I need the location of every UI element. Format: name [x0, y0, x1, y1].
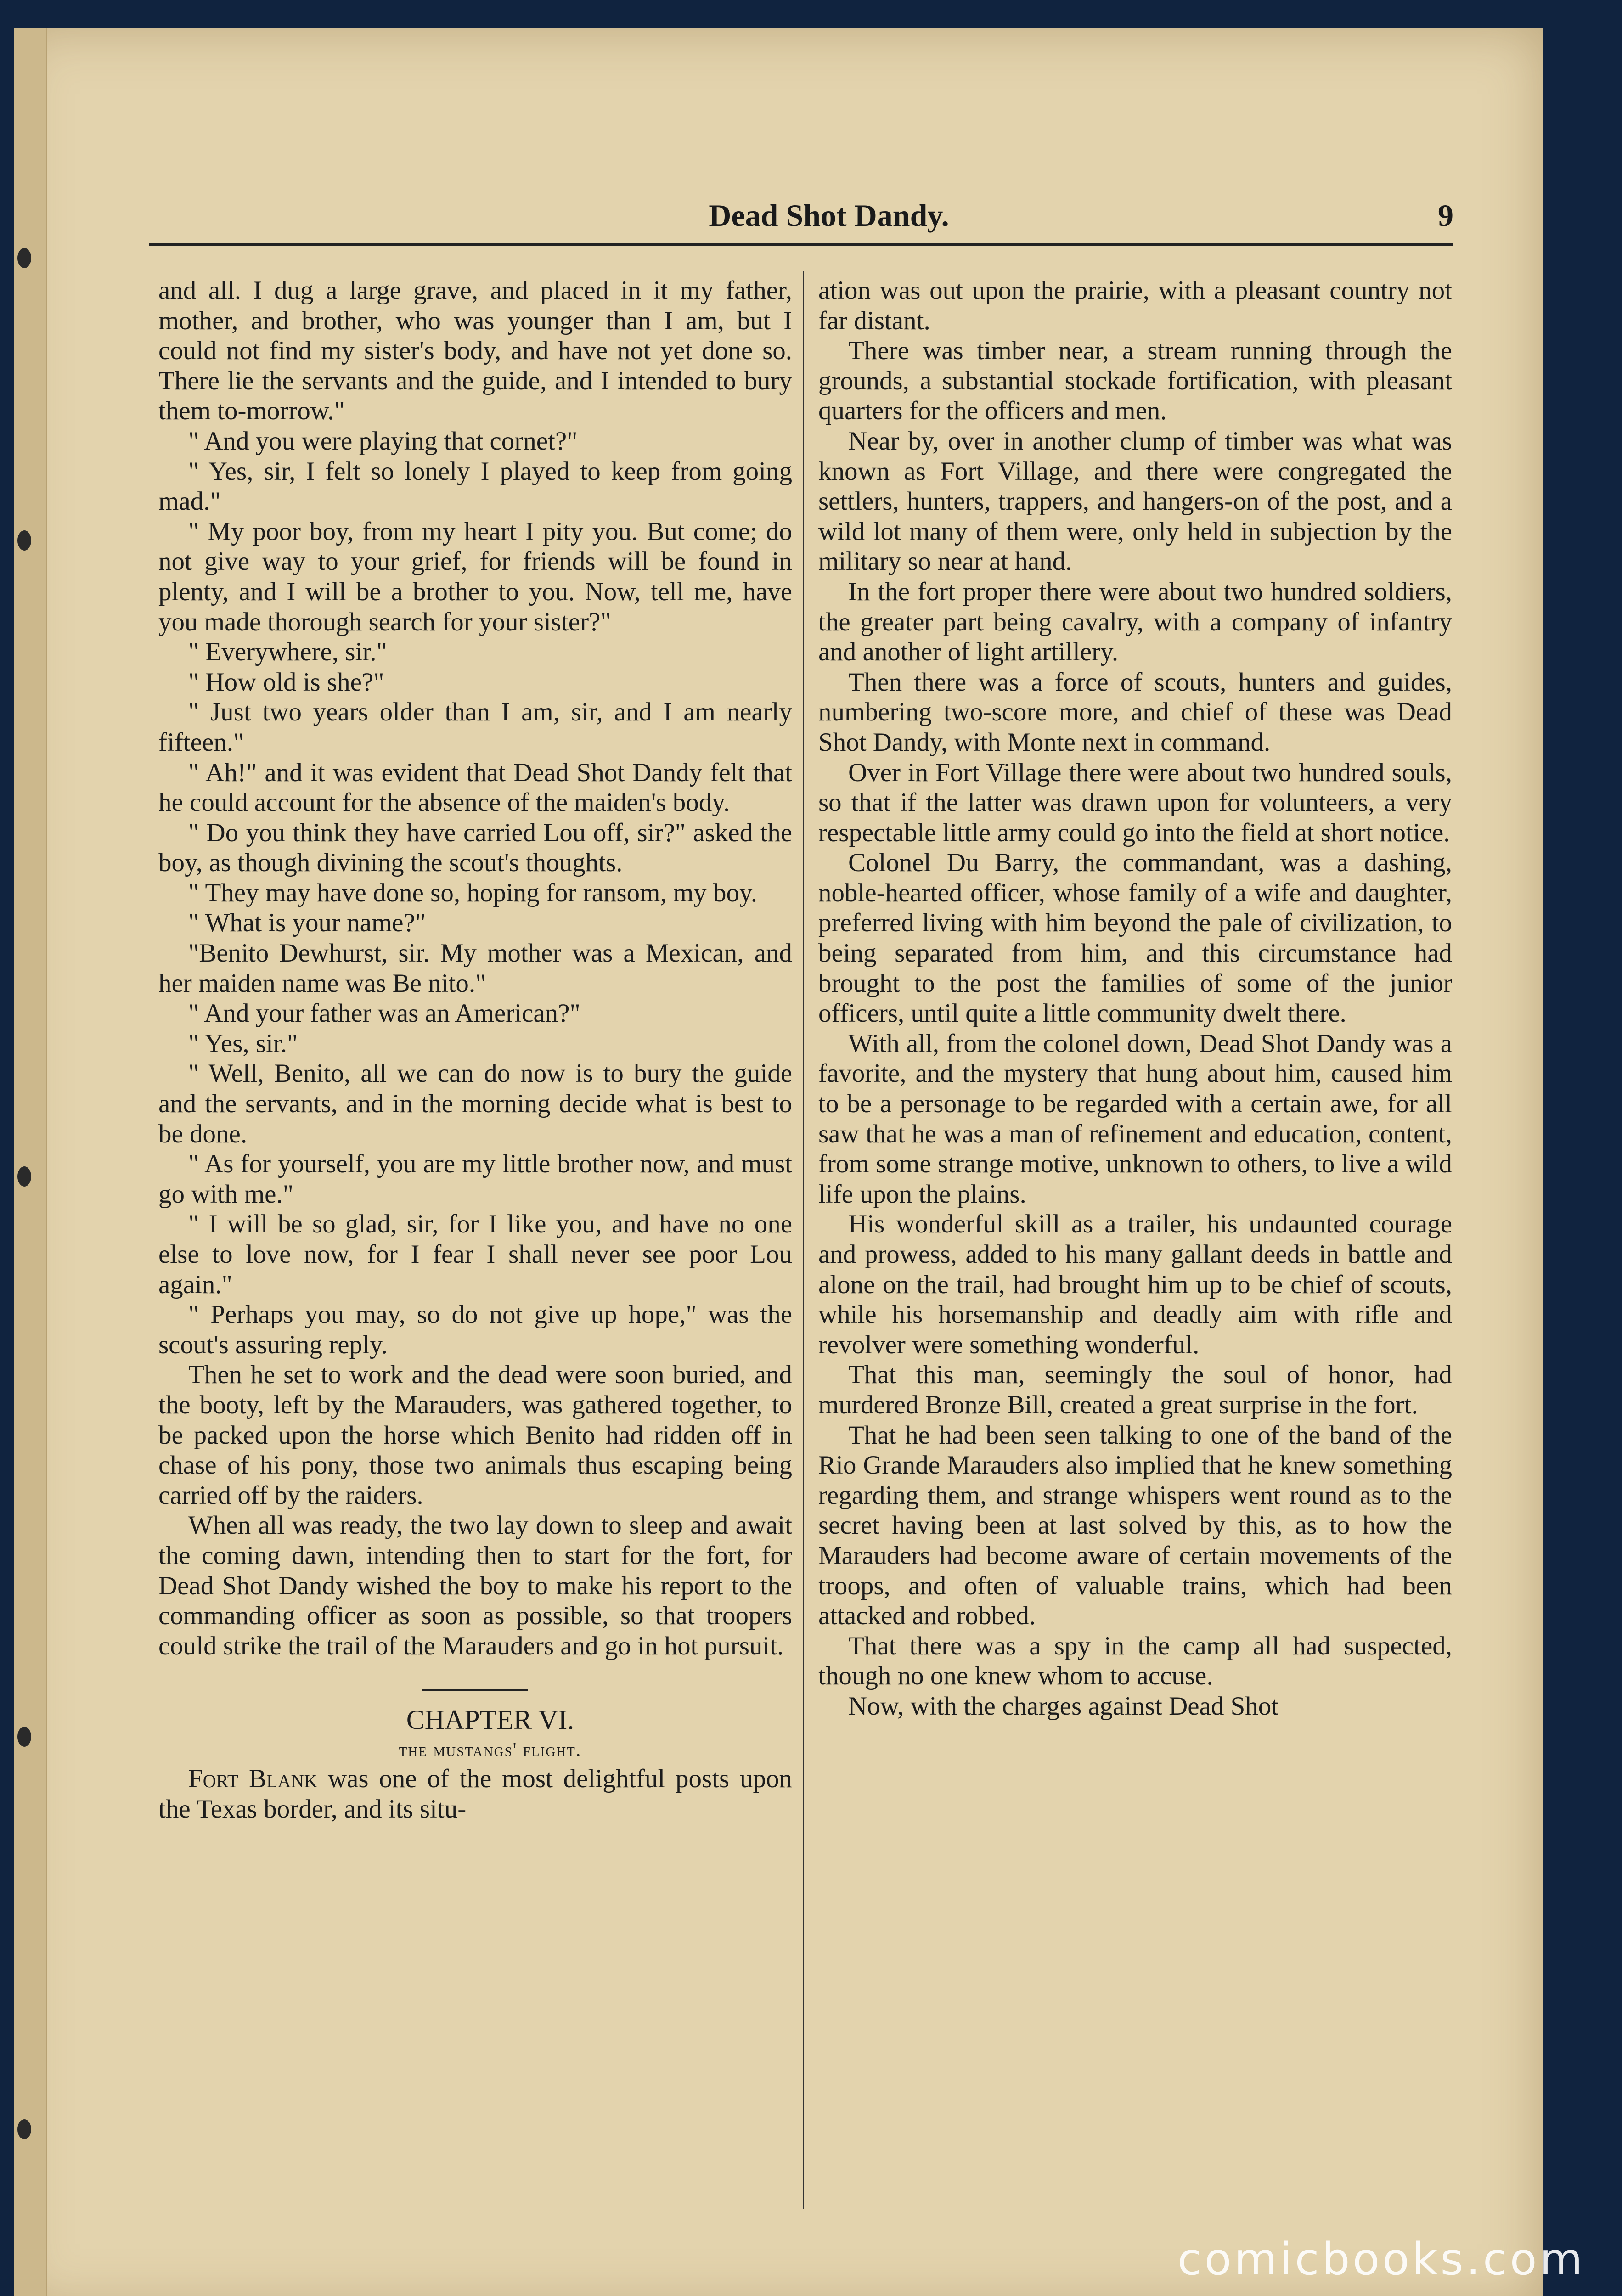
paragraph: Over in Fort Village there were about two hundred souls, so that if the latter was drawn upon for volunteers, a very respectable little army could go into the field at short notice.: [818, 758, 1452, 847]
paragraph: " How old is she?": [188, 667, 384, 697]
paragraph: ation was out upon the prairie, with a pleasant country not far distant.: [818, 276, 1452, 335]
binding-stitch: [17, 1727, 31, 1747]
chapter-subtitle: the mustangs' flight.: [399, 1739, 582, 1761]
paragraph: " And your father was an American?": [188, 999, 580, 1028]
chapter-lead-words: Fort Blank: [188, 1764, 318, 1794]
paragraph: " Yes, sir, I felt so lonely I played to keep from going mad.": [158, 456, 792, 516]
paragraph: and all. I dug a large grave, and placed in it my father, mother, and brother, who was younger than I am, but I could not find my sister's body, and have not yet done so. There lie the servants and the guide, and I intended to bury them to-morrow.": [158, 276, 792, 426]
paragraph: " Yes, sir.": [188, 1029, 298, 1058]
paragraph: In the fort proper there were about two hundred soldiers, the greater part being cavalry, with a company of infantry and another of light artillery.: [818, 577, 1452, 667]
paragraph: His wonderful skill as a trailer, his undaunted courage and prowess, added to his many gallant deeds in battle and alone on the trail, had brought him up to be chief of scouts, while his horsemanship and deadly aim with rifle and revolver were something wonderful.: [818, 1210, 1452, 1359]
paragraph: " Do you think they have carried Lou off, sir?" asked the boy, as though divining the scout's thoughts.: [158, 818, 792, 878]
paragraph: " As for yourself, you are my little brother now, and must go with me.": [158, 1149, 792, 1209]
running-title: Dead Shot Dandy.: [709, 198, 949, 233]
paragraph: " They may have done so, hoping for ransom, my boy.: [188, 878, 758, 907]
column-divider: [803, 271, 804, 2209]
page-number: 9: [1438, 198, 1453, 233]
chapter-lead-text: was one of the most delightful posts upon the Texas border, and its situ-: [158, 1764, 792, 1823]
paragraph: Colonel Du Barry, the commandant, was a dashing, noble-hearted officer, whose family of a wife and daughter, preferred living with him beyond the pale of civilization, to being separated from him, and this circumstance had brought to the post the families of some of the junior officers, until quite a little community dwelt there.: [818, 848, 1452, 1028]
paragraph: " Perhaps you may, so do not give up hope," was the scout's assuring reply.: [158, 1300, 792, 1359]
paragraph: That there was a spy in the camp all had suspected, though no one knew whom to accuse.: [818, 1631, 1452, 1691]
binding-strip: [14, 28, 47, 2296]
paragraph: " And you were playing that cornet?": [188, 426, 578, 456]
site-watermark: comicbooks.com: [1177, 2234, 1585, 2285]
paragraph: " What is your name?": [188, 908, 426, 938]
paragraph: Then there was a force of scouts, hunters and guides, numbering two-score more, and chief of these was Dead Shot Dandy, with Monte next in command.: [818, 667, 1452, 757]
paragraph: Then he set to work and the dead were soon buried, and the booty, left by the Marauders, was gathered together, to be packed upon the horse which Benito had ridden off in chase of his pony, those two animals thus escaping being carried off by the raiders.: [158, 1360, 792, 1510]
paragraph: " Ah!" and it was evident that Dead Shot Dandy felt that he could account for the absence of the maiden's body.: [158, 758, 792, 817]
binding-stitch: [17, 530, 31, 551]
paragraph: " My poor boy, from my heart I pity you. But come; do not give way to your grief, for friends will be found in plenty, and I will be a brother to you. Now, tell me, have you made thorough search for your sister?": [158, 517, 792, 636]
paragraph: That he had been seen talking to one of the band of the Rio Grande Marauders also implied that he knew something regarding them, and strange whispers went round as to the secret having been at last solved by this, as to how the Marauders had become aware of certain movements of the troops, and often of valuable trains, which had been attacked and robbed.: [818, 1420, 1452, 1631]
chapter-opening-paragraph: [158, 1764, 792, 1824]
binding-stitch: [17, 248, 31, 268]
paragraph: When all was ready, the two lay down to sleep and await the coming dawn, intending then to start for the fort, for Dead Shot Dandy wished the boy to make his report to the commanding officer as soon as possible, so that troopers could strike the trail of the Marauders and go in hot pursuit.: [158, 1511, 792, 1660]
paragraph: There was timber near, a stream running through the grounds, a substantial stockade fortification, with pleasant quarters for the officers and men.: [818, 336, 1452, 426]
paragraph: " I will be so glad, sir, for I like you, and have no one else to love now, for I fear I shall never see poor Lou again.": [158, 1210, 792, 1299]
page-header: [149, 174, 1453, 243]
binding-stitch: [17, 1166, 31, 1187]
paragraph: Near by, over in another clump of timber was what was known as Fort Village, and there were congregated the settlers, hunters, trappers, and hangers-on of the post, and a wild lot many of them were, only held in subjection by the military so near at hand.: [818, 426, 1452, 576]
paragraph: " Well, Benito, all we can do now is to bury the guide and the servants, and in the morning decide what is best to be done.: [158, 1059, 792, 1148]
paragraph: " Everywhere, sir.": [188, 637, 387, 667]
paragraph: "Benito Dewhurst, sir. My mother was a Mexican, and her maiden name was Be nito.": [158, 939, 792, 998]
paragraph: Now, with the charges against Dead Shot: [848, 1691, 1279, 1721]
paragraph: With all, from the colonel down, Dead Shot Dandy was a favorite, and the mystery that hung about him, caused him to be a personage to be regarded with a certain awe, for all saw that he was a man of refinement and education, content, from some strange motive, unknown to others, to live a wild life upon the plains.: [818, 1029, 1452, 1209]
right-column: [818, 276, 1452, 1722]
paragraph: " Just two years older than I am, sir, and I am nearly fifteen.": [158, 698, 792, 757]
chapter-title: CHAPTER VI.: [406, 1705, 574, 1735]
paragraph: That this man, seemingly the soul of honor, had murdered Bronze Bill, created a great surprise in the fort.: [818, 1360, 1452, 1419]
header-rule: [149, 243, 1453, 246]
binding-stitch: [17, 2119, 31, 2139]
chapter-rule: [422, 1689, 528, 1691]
left-column: [158, 276, 792, 1824]
